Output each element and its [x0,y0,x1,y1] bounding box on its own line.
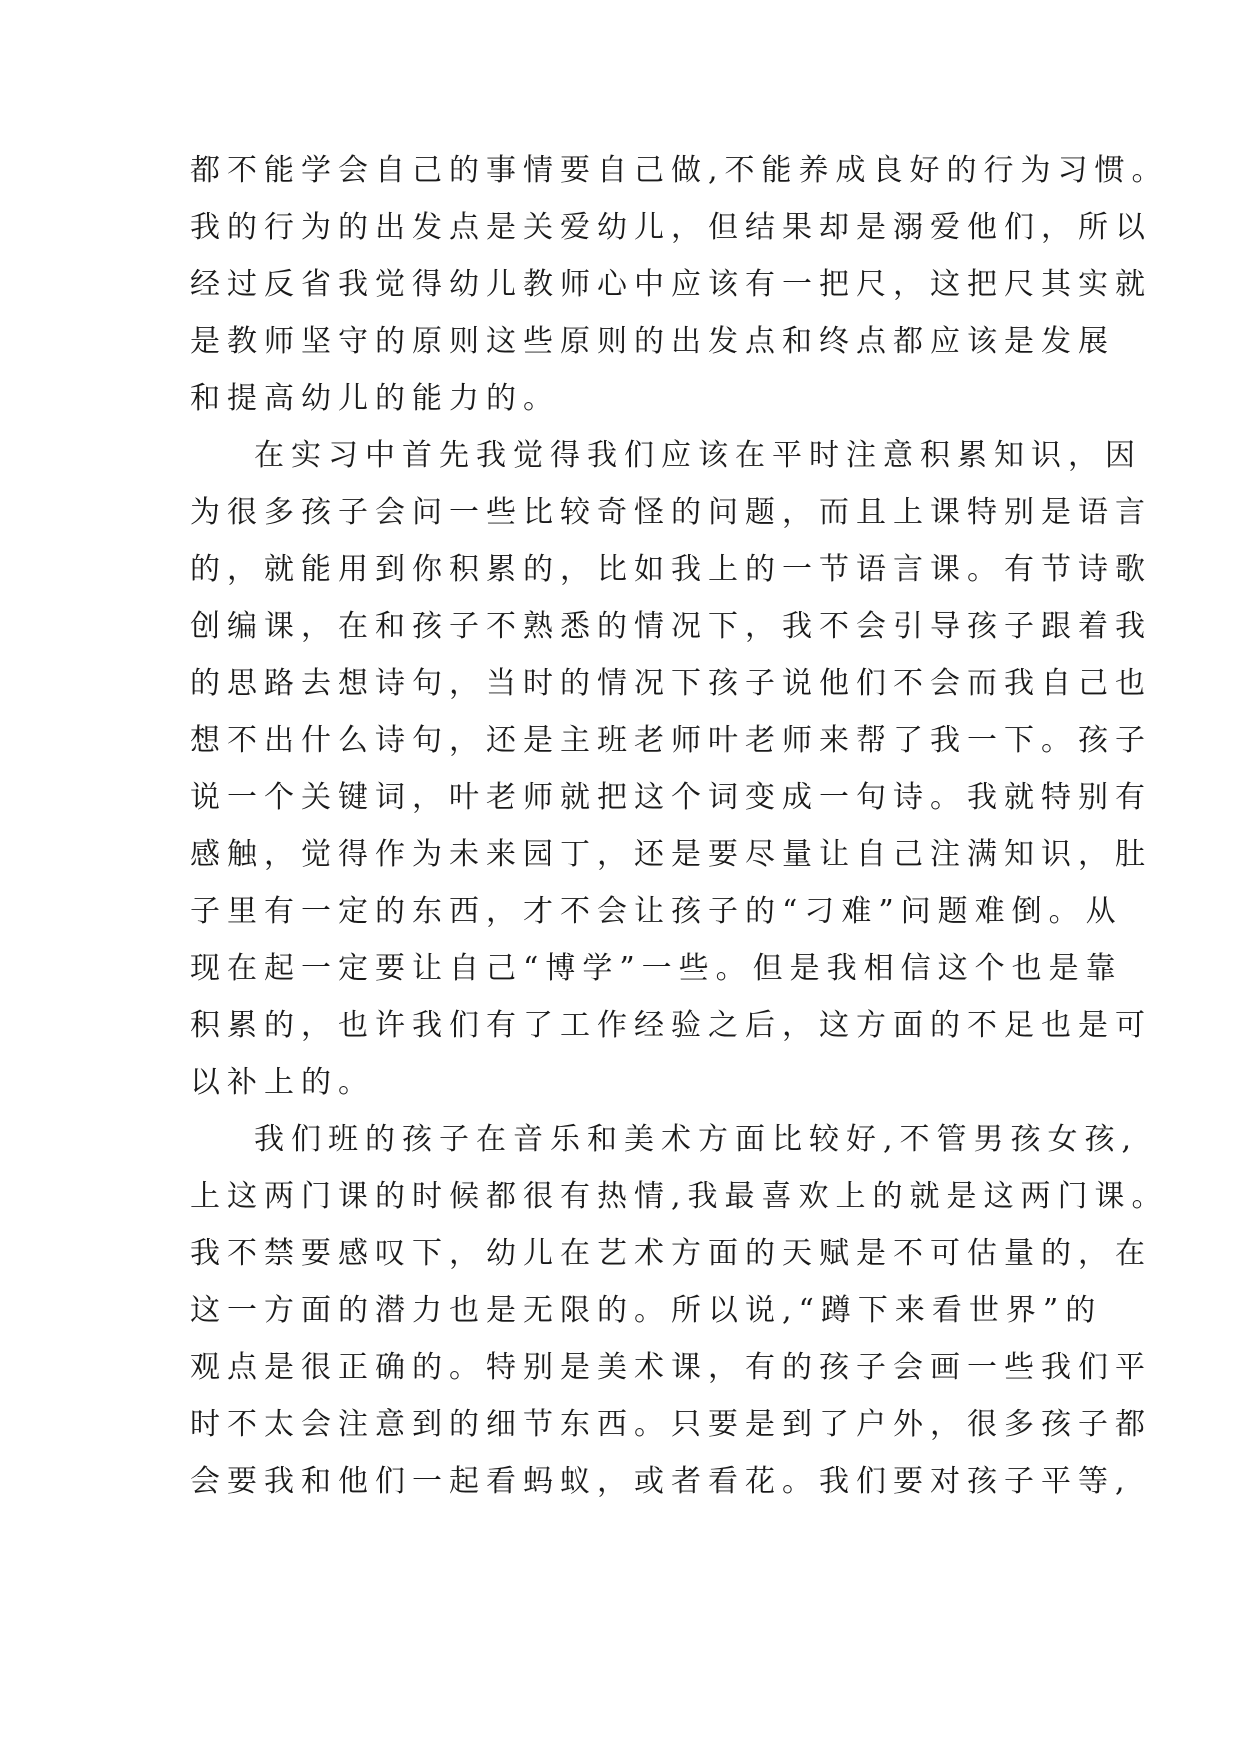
text-line: 感触，觉得作为未来园丁，还是要尽量让自己注满知识，肚 [190,837,1152,872]
text-line: 创编课，在和孩子不熟悉的情况下，我不会引导孩子跟着我 [190,609,1152,644]
text-line: 的思路去想诗句，当时的情况下孩子说他们不会而我自己也 [190,666,1152,701]
text-line: 经过反省我觉得幼儿教师心中应该有一把尺，这把尺其实就 [190,267,1152,302]
paragraph-start-line: 在实习中首先我觉得我们应该在平时注意积累知识，因 [254,438,1142,473]
text-line: 上这两门课的时候都很有热情,我最喜欢上的就是这两门课。 [190,1179,1169,1214]
text-line: 都不能学会自己的事情要自己做,不能养成良好的行为习惯。 [190,153,1169,188]
text-line: 子里有一定的东西，才不会让孩子的“刁难”问题难倒。从 [190,894,1123,929]
text-line: 是教师坚守的原则这些原则的出发点和终点都应该是发展 [190,324,1115,359]
paragraph-start-line: 我们班的孩子在音乐和美术方面比较好,不管男孩女孩, [254,1122,1139,1157]
text-line: 积累的，也许我们有了工作经验之后，这方面的不足也是可 [190,1008,1152,1043]
text-line: 观点是很正确的。特别是美术课，有的孩子会画一些我们平 [190,1350,1152,1385]
text-line: 我不禁要感叹下，幼儿在艺术方面的天赋是不可估量的，在 [190,1236,1152,1271]
text-line: 这一方面的潜力也是无限的。所以说,“蹲下来看世界”的 [190,1293,1103,1328]
text-line: 想不出什么诗句，还是主班老师叶老师来帮了我一下。孩子 [190,723,1152,758]
text-line: 为很多孩子会问一些比较奇怪的问题，而且上课特别是语言 [190,495,1152,530]
text-line: 说一个关键词，叶老师就把这个词变成一句诗。我就特别有 [190,780,1152,815]
text-line: 和提高幼儿的能力的。 [190,381,560,416]
text-line: 会要我和他们一起看蚂蚁，或者看花。我们要对孩子平等, [190,1464,1132,1499]
text-line: 以补上的。 [190,1065,375,1100]
text-line: 的，就能用到你积累的，比如我上的一节语言课。有节诗歌 [190,552,1152,587]
text-line: 现在起一定要让自己“博学”一些。但是我相信这个也是靠 [190,951,1123,986]
text-line: 时不太会注意到的细节东西。只要是到了户外，很多孩子都 [190,1407,1152,1442]
text-line: 我的行为的出发点是关爱幼儿，但结果却是溺爱他们，所以 [190,210,1152,245]
